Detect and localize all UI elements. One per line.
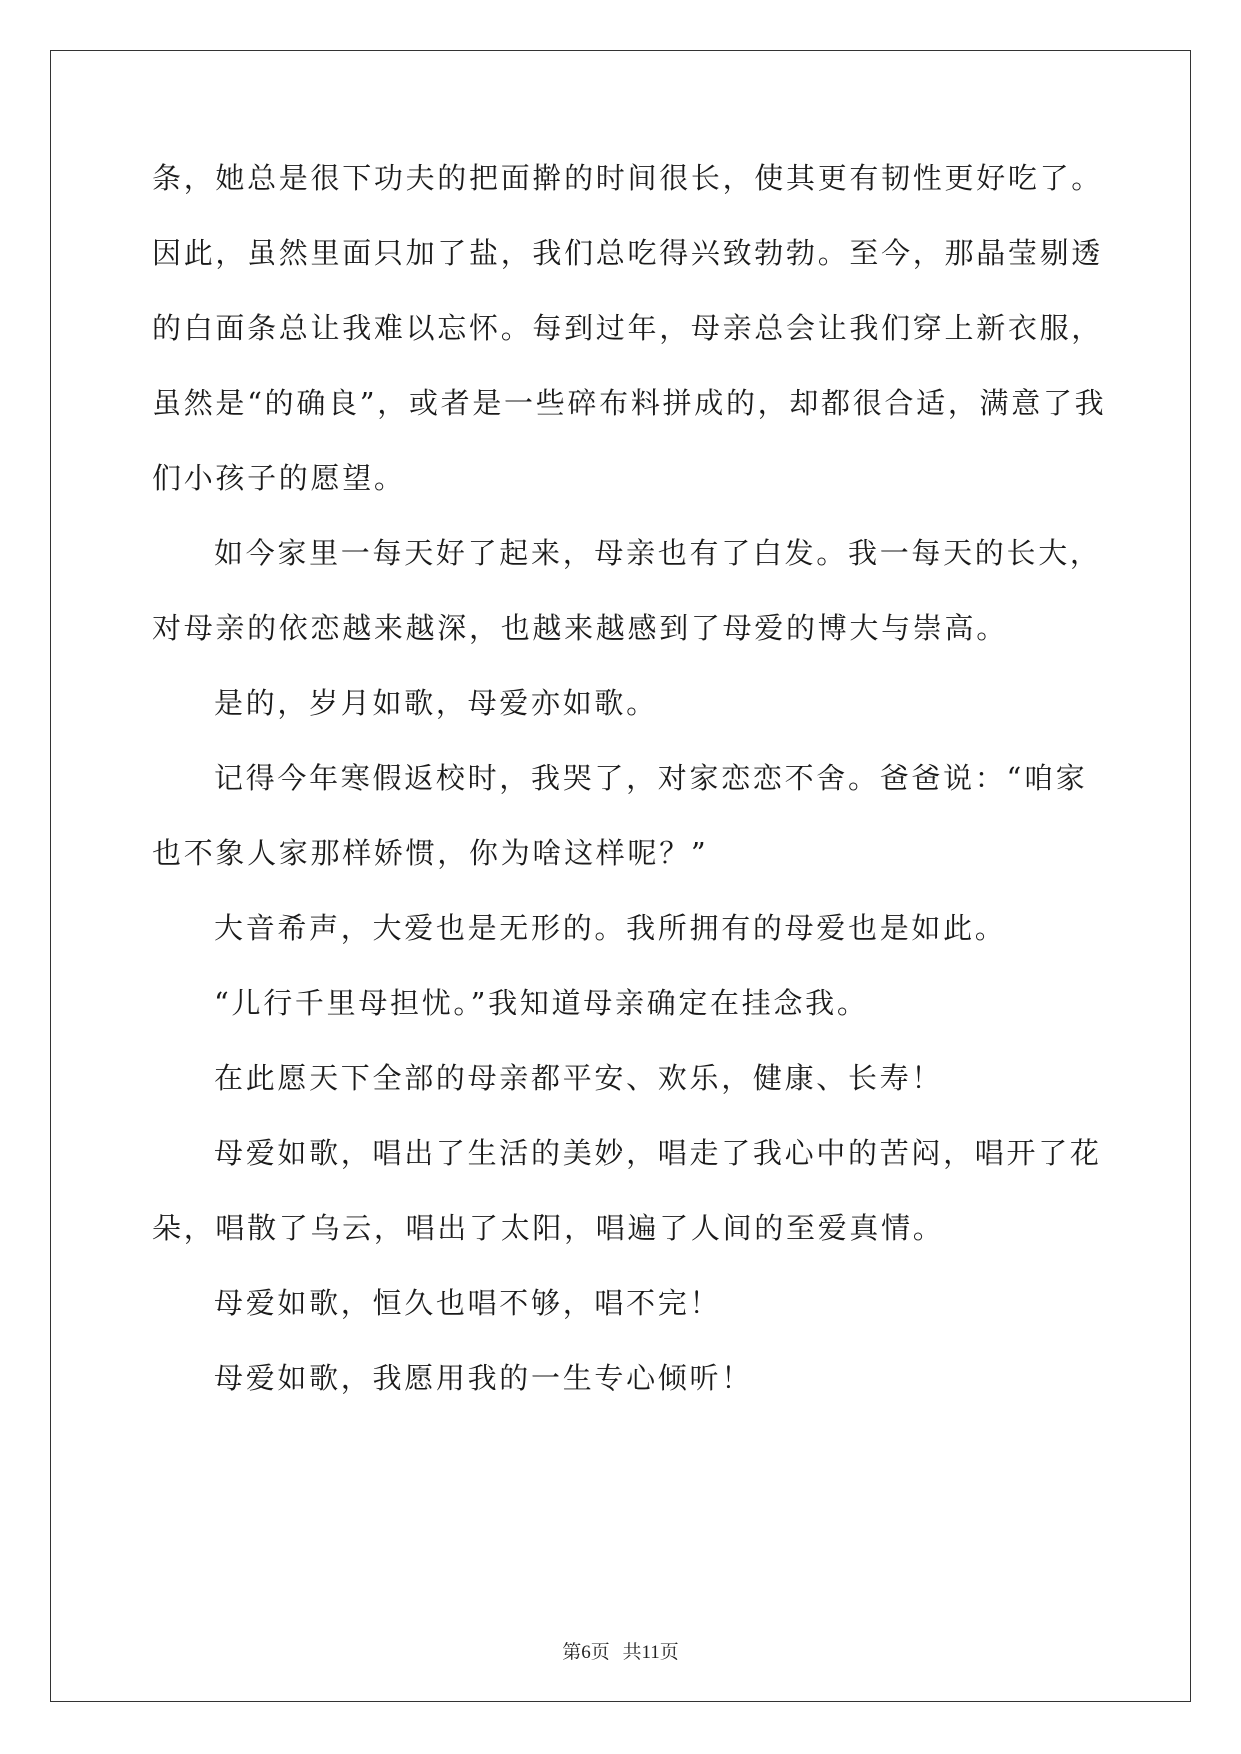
page-footer — [0, 1641, 1241, 1665]
text-line: 因此，虽然里面只加了盐，我们总吃得兴致勃勃。至今，那晶莹剔透 — [152, 236, 1104, 270]
text-line: 也不象人家那样娇惯，你为啥这样呢？” — [152, 836, 709, 870]
text-line: 是的，岁月如歌，母爱亦如歌。 — [214, 686, 658, 720]
text-line: 记得今年寒假返校时，我哭了，对家恋恋不舍。爸爸说：“咱家 — [214, 761, 1088, 795]
text-line: 朵，唱散了乌云，唱出了太阳，唱遍了人间的至爱真情。 — [152, 1211, 945, 1245]
text-line: 对母亲的依恋越来越深，也越来越感到了母爱的博大与崇高。 — [152, 611, 1008, 645]
page-border — [50, 50, 1191, 1702]
text-line: 母爱如歌，恒久也唱不够，唱不完！ — [214, 1286, 722, 1320]
text-line: 们小孩子的愿望。 — [152, 461, 406, 495]
text-line: 母爱如歌，唱出了生活的美妙，唱走了我心中的苦闷，唱开了花 — [214, 1136, 1102, 1170]
text-line: 母爱如歌，我愿用我的一生专心倾听！ — [214, 1361, 753, 1395]
text-line: 如今家里一每天好了起来，母亲也有了白发。我一每天的长大， — [214, 536, 1102, 570]
text-line: 虽然是“的确良”，或者是一些碎布料拼成的，却都很合适，满意了我 — [152, 386, 1107, 420]
text-line: 条，她总是很下功夫的把面擀的时间很长，使其更有韧性更好吃了。 — [152, 161, 1104, 195]
text-line: 的白面条总让我难以忘怀。每到过年，母亲总会让我们穿上新衣服， — [152, 311, 1104, 345]
page-number: 第6页 — [562, 1642, 610, 1663]
text-line: 大音希声，大爱也是无形的。我所拥有的母爱也是如此。 — [214, 911, 1007, 945]
text-line: 在此愿天下全部的母亲都平安、欢乐，健康、长寿！ — [214, 1061, 944, 1095]
text-line: “儿行千里母担忧。”我知道母亲确定在挂念我。 — [214, 986, 869, 1020]
total-pages: 共11页 — [622, 1642, 679, 1663]
